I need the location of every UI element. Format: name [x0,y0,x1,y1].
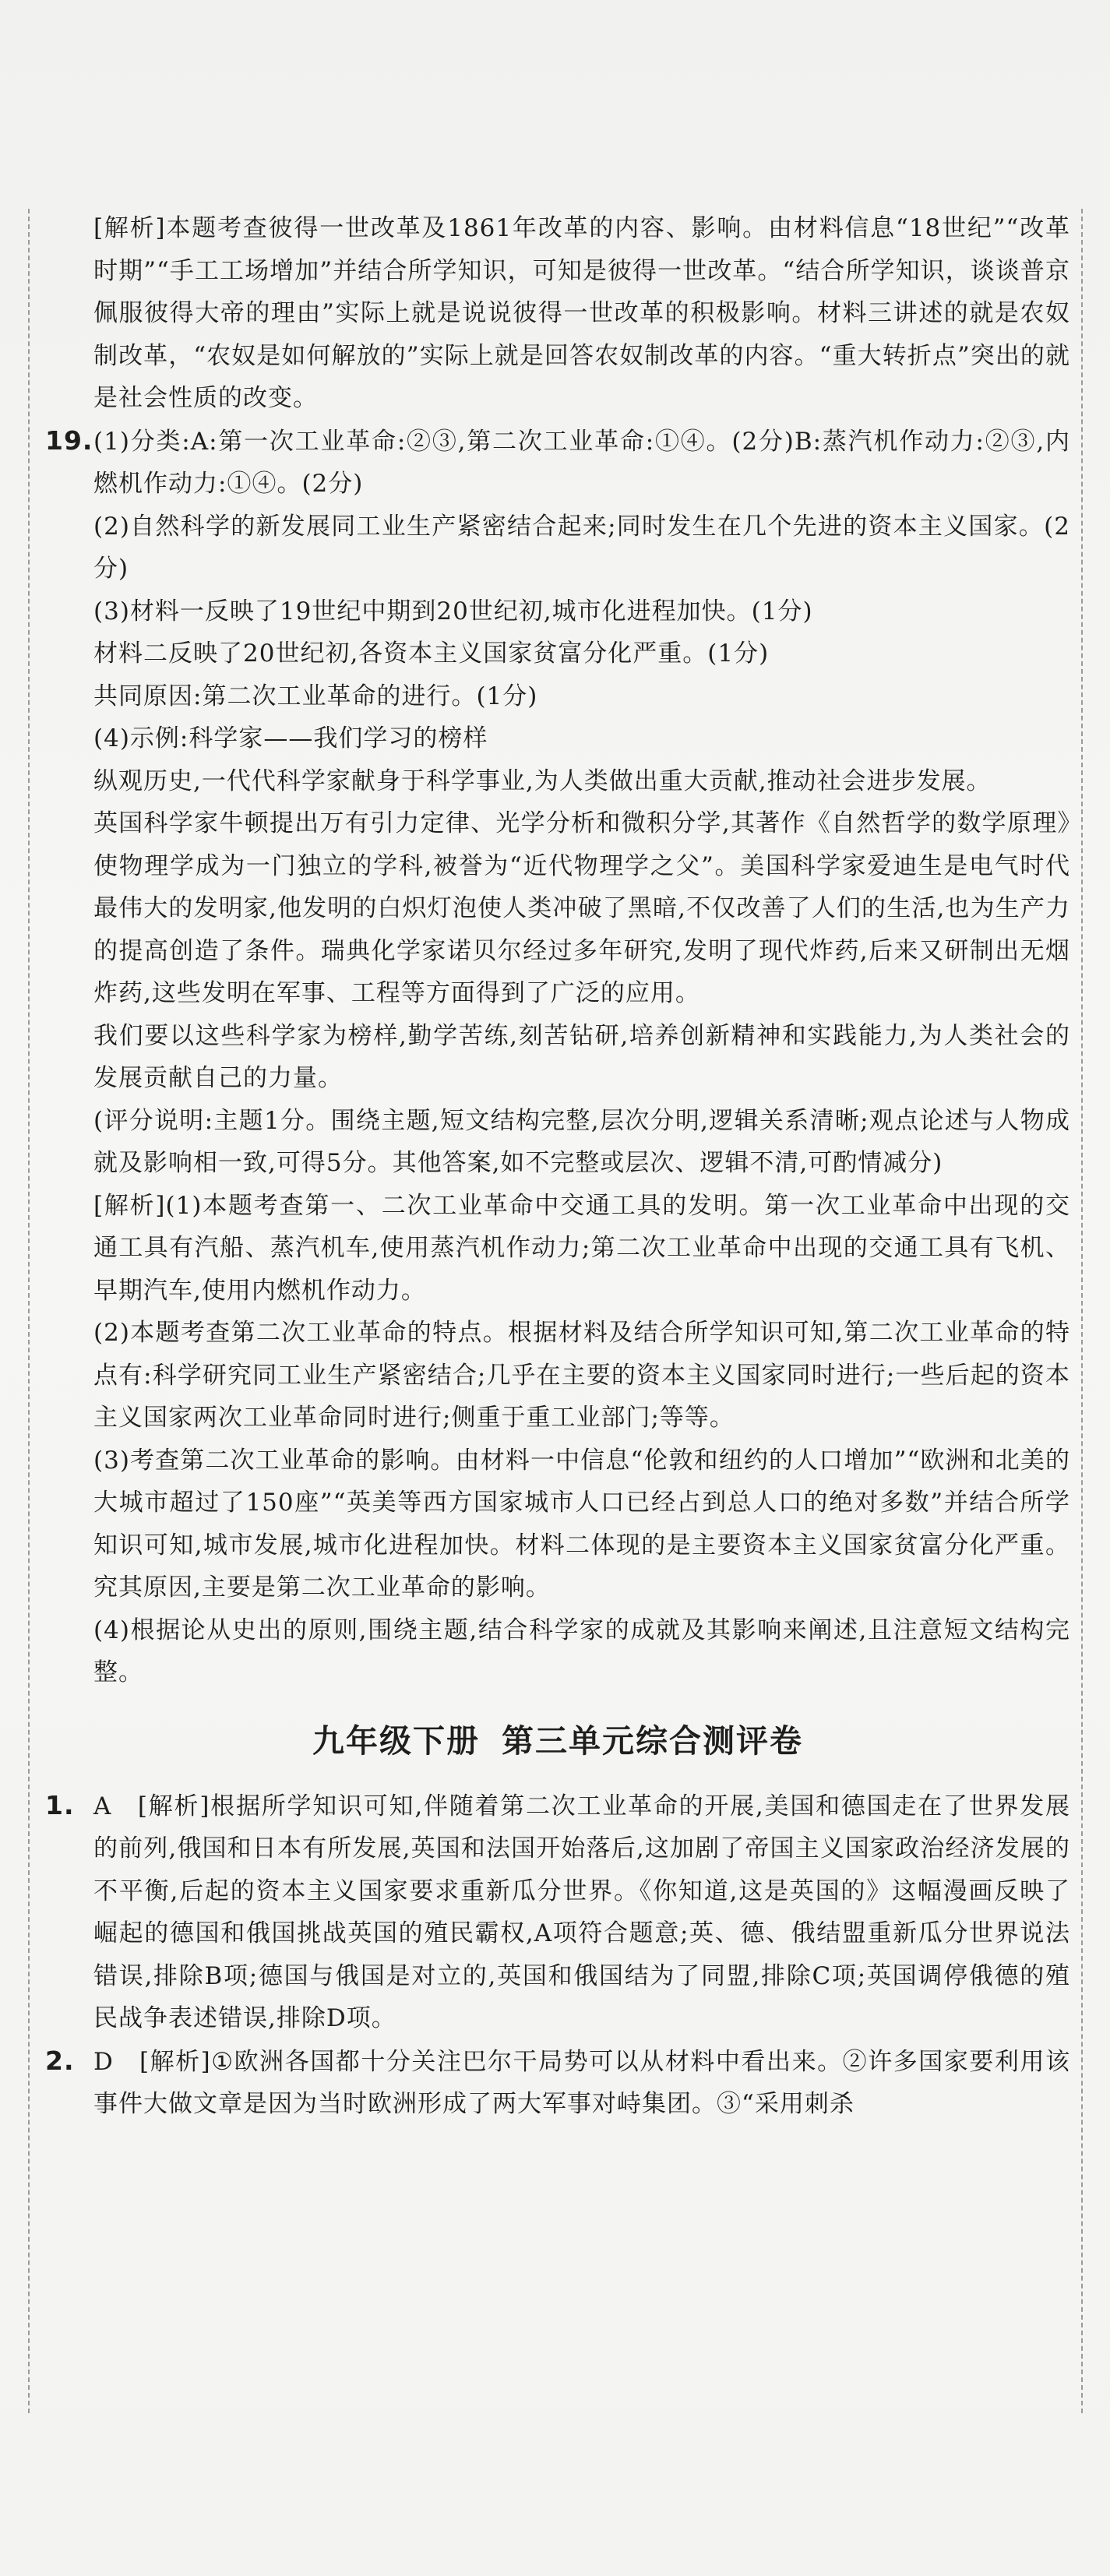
answer-line: 共同原因:第二次工业革命的进行。(1分) [93,682,538,710]
answer-content [45,207,1070,2126]
analysis-paragraph: (3)考查第二次工业革命的影响。由材料一中信息“伦敦和纽约的人口增加”“欧洲和北美的大城市超过了150座”“英美等西方国家城市人口已经占到总人口的绝对多数”并结合所学知识可知,城市发展,城市化进程加快。材料二体现的是主要资本主义国家贫富分化严重。究其原因,主要是第二次工业革命的影响。 [93,1446,1070,1602]
analysis-paragraph-prev: [解析]本题考查彼得一世改革及1861年改革的内容、影响。由材料信息“18世纪”“改革时期”“手工工场增加”并结合所学知识，可知是彼得一世改革。“结合所学知识，谈谈普京佩服彼得大帝的理由”实际上就是说说彼得一世改革的积极影响。材料三讲述的就是农奴制改革，“农奴是如何解放的”实际上就是回答农奴制改革的内容。“重大转折点”突出的就是社会性质的改变。 [93,214,1070,412]
question-number: 19. [45,425,93,456]
answer-line: (2)自然科学的新发展同工业生产紧密结合起来;同时发生在几个先进的资本主义国家。(2分) [93,512,1070,583]
answer-text: D [解析]①欧洲各国都十分关注巴尔干局势可以从材料中看出来。②许多国家要利用该事件大做文章是因为当时欧洲形成了两大军事对峙集团。③“采用刺杀 [93,2047,1070,2118]
answer-line: (3)材料一反映了19世纪中期到20世纪初,城市化进程加快。(1分) [93,597,813,625]
analysis-paragraph: (2)本题考查第二次工业革命的特点。根据材料及结合所学知识可知,第二次工业革命的特点有:科学研究同工业生产紧密结合;几乎在主要的资本主义国家同时进行;一些后起的资本主义国家两次工业革命同时进行;侧重于重工业部门;等等。 [93,1319,1070,1432]
answer-line: (1)分类:A:第一次工业革命:②③,第二次工业革命:①④。(2分)B:蒸汽机作动力:②③,内燃机作动力:①④。(2分) [93,427,1070,498]
question-2 [45,2040,1070,2126]
answer-text: A [解析]根据所学知识可知,伴随着第二次工业革命的开展,美国和德国走在了世界发展的前列,俄国和日本有所发展,英国和法国开始落后,这加剧了帝国主义国家政治经济发展的不平衡,后起的资本主义国家要求重新瓜分世界。《你知道,这是英国的》这幅漫画反映了崛起的德国和俄国挑战英国的殖民霸权,A项符合题意;英、德、俄结盟重新瓜分世界说法错误,排除B项;德国与俄国是对立的,英国和俄国结为了同盟,排除C项;英国调停俄德的殖民战争表述错误,排除D项。 [93,1792,1070,2032]
analysis-paragraph: (4)根据论从史出的原则,围绕主题,结合科学家的成就及其影响来阐述,且注意短文结构完整。 [93,1616,1070,1686]
scoring-note: (评分说明:主题1分。围绕主题,短文结构完整,层次分明,逻辑关系清晰;观点论述与人物成就及影响相一致,可得5分。其他答案,如不完整或层次、逻辑不清,可酌情减分) [93,1106,1070,1177]
section-title-unit: 第三单元综合测评卷 [502,1721,803,1760]
answer-line: 材料二反映了20世纪初,各资本主义国家贫富分化严重。(1分) [93,640,770,668]
left-dashed-margin-rule [28,209,30,2413]
section-title [45,1716,1070,1766]
section-title-grade: 九年级下册 [312,1721,480,1760]
essay-paragraph: 英国科学家牛顿提出万有引力定律、光学分析和微积分学,其著作《自然哲学的数学原理》使物理学成为一门独立的学科,被誉为“近代物理学之父”。美国科学家爱迪生是电气时代最伟大的发明家,他发明的白炽灯泡使人类冲破了黑暗,不仅改善了人们的生活,也为生产力的提高创造了条件。瑞典化学家诺贝尔经过多年研究,发明了现代炸药,后来又研制出无烟炸药,这些发明在军事、工程等方面得到了广泛的应用。 [93,809,1070,1007]
question-1 [45,1785,1070,2040]
analysis-paragraph: [解析](1)本题考查第一、二次工业革命中交通工具的发明。第一次工业革命中出现的交通工具有汽船、蒸汽机车,使用蒸汽机作动力;第二次工业革命中出现的交通工具有飞机、早期汽车,使用内燃机作动力。 [93,1191,1070,1305]
essay-paragraph: 我们要以这些科学家为榜样,勤学苦练,刻苦钻研,培养创新精神和实践能力,为人类社会的发展贡献自己的力量。 [93,1021,1070,1092]
answer-line: (4)示例:科学家——我们学习的榜样 [93,724,488,752]
question-number: 2. [45,2045,75,2076]
question-19 [45,420,1070,506]
right-dashed-margin-rule [1081,209,1083,2413]
essay-paragraph: 纵观历史,一代代科学家献身于科学事业,为人类做出重大贡献,推动社会进步发展。 [93,766,992,795]
question-number: 1. [45,1789,75,1820]
